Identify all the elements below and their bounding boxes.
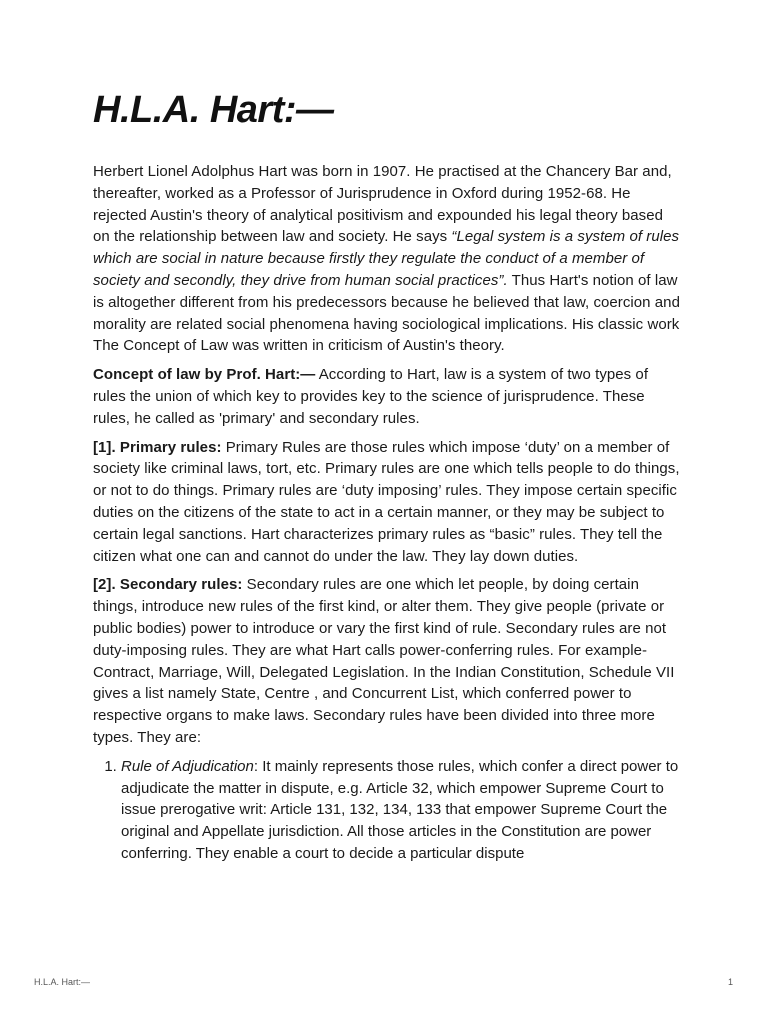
page-title: H.L.A. Hart:—: [93, 89, 334, 131]
list-item: [121, 756, 683, 865]
primary-rules-heading: [1]. Primary rules:: [93, 438, 222, 456]
secondary-rules-text: Secondary rules are one which let people, by doing certain things, introduce new rules of the first kind, or alter them. They give people (private or public bodies) power to introduce or vary the first kind of rule. Secondary rules are not duty-imposing rules. They are what Hart calls power-conferring rules. For example- Contract, Marriage, Will, Delegated Legislation. In the Indian Constitution, Schedule VII gives a list namely State, Centre , and Concurrent List, which conferred power to respective organs to make laws. Secondary rules have been divided into three more types. They are:: [93, 576, 675, 746]
primary-rules-paragraph: [93, 437, 683, 568]
list-item-text: : It mainly represents those rules, which confer a direct power to adjudicate the matter in dispute, e.g. Article 32, which empower Supreme Court to issue prerogative writ: Article 131, 132, 134, 133 that empower Supreme Court the original and Appellate jurisdiction. All those articles in the Constitution are power conferring. They enable a court to decide a particular dispute: [121, 757, 679, 862]
intro-text-2: Thus Hart's notion of law is altogether different from his predecessors because he believed that law, coercion and morality are related social phenomena having sociological implications. His classic work The Concept of Law was written in criticism of Austin's theory.: [93, 271, 680, 355]
intro-paragraph: [93, 161, 683, 357]
primary-rules-text: Primary Rules are those rules which impose ‘duty’ on a member of society like criminal laws, tort, etc. Primary rules are one which tells people to do things, or not to do things. Primary rules are ‘duty imposing’ rules. They impose certain specific duties on the citizens of the state to act in a certain manner, or they may be subject to certain legal sanctions. Hart characterizes primary rules as “basic” rules. They tell the citizen what one can and cannot do under the law. They lay down duties.: [93, 438, 680, 565]
document-page: [93, 86, 683, 865]
page-number: 1: [728, 977, 734, 987]
concept-heading: Concept of law by Prof. Hart:—: [93, 366, 316, 384]
list-item-term: Rule of Adjudication: [121, 757, 254, 775]
secondary-rules-list: [93, 756, 683, 865]
concept-text: According to Hart, law is a system of two types of rules the union of which key to provides key to the science of jurisprudence. These rules, he called as 'primary' and secondary rules.: [93, 366, 649, 427]
intro-text-1: Herbert Lionel Adolphus Hart was born in 1907. He practised at the Chancery Bar and, thereafter, worked as a Professor of Jurisprudence in Oxford during 1952-68. He rejected Austin's theory of analytical positivism and expounded his legal theory based on the relationship between law and society. He says: [93, 163, 672, 246]
concept-paragraph: [93, 364, 683, 429]
intro-quote: “Legal system is a system of rules which are social in nature because firstly they regulate the conduct of a member of society and secondly, they drive from human social practices”.: [93, 228, 680, 289]
secondary-rules-paragraph: [93, 574, 683, 748]
footer-title: H.L.A. Hart:—: [34, 977, 91, 987]
secondary-rules-heading: [2]. Secondary rules:: [93, 576, 243, 594]
